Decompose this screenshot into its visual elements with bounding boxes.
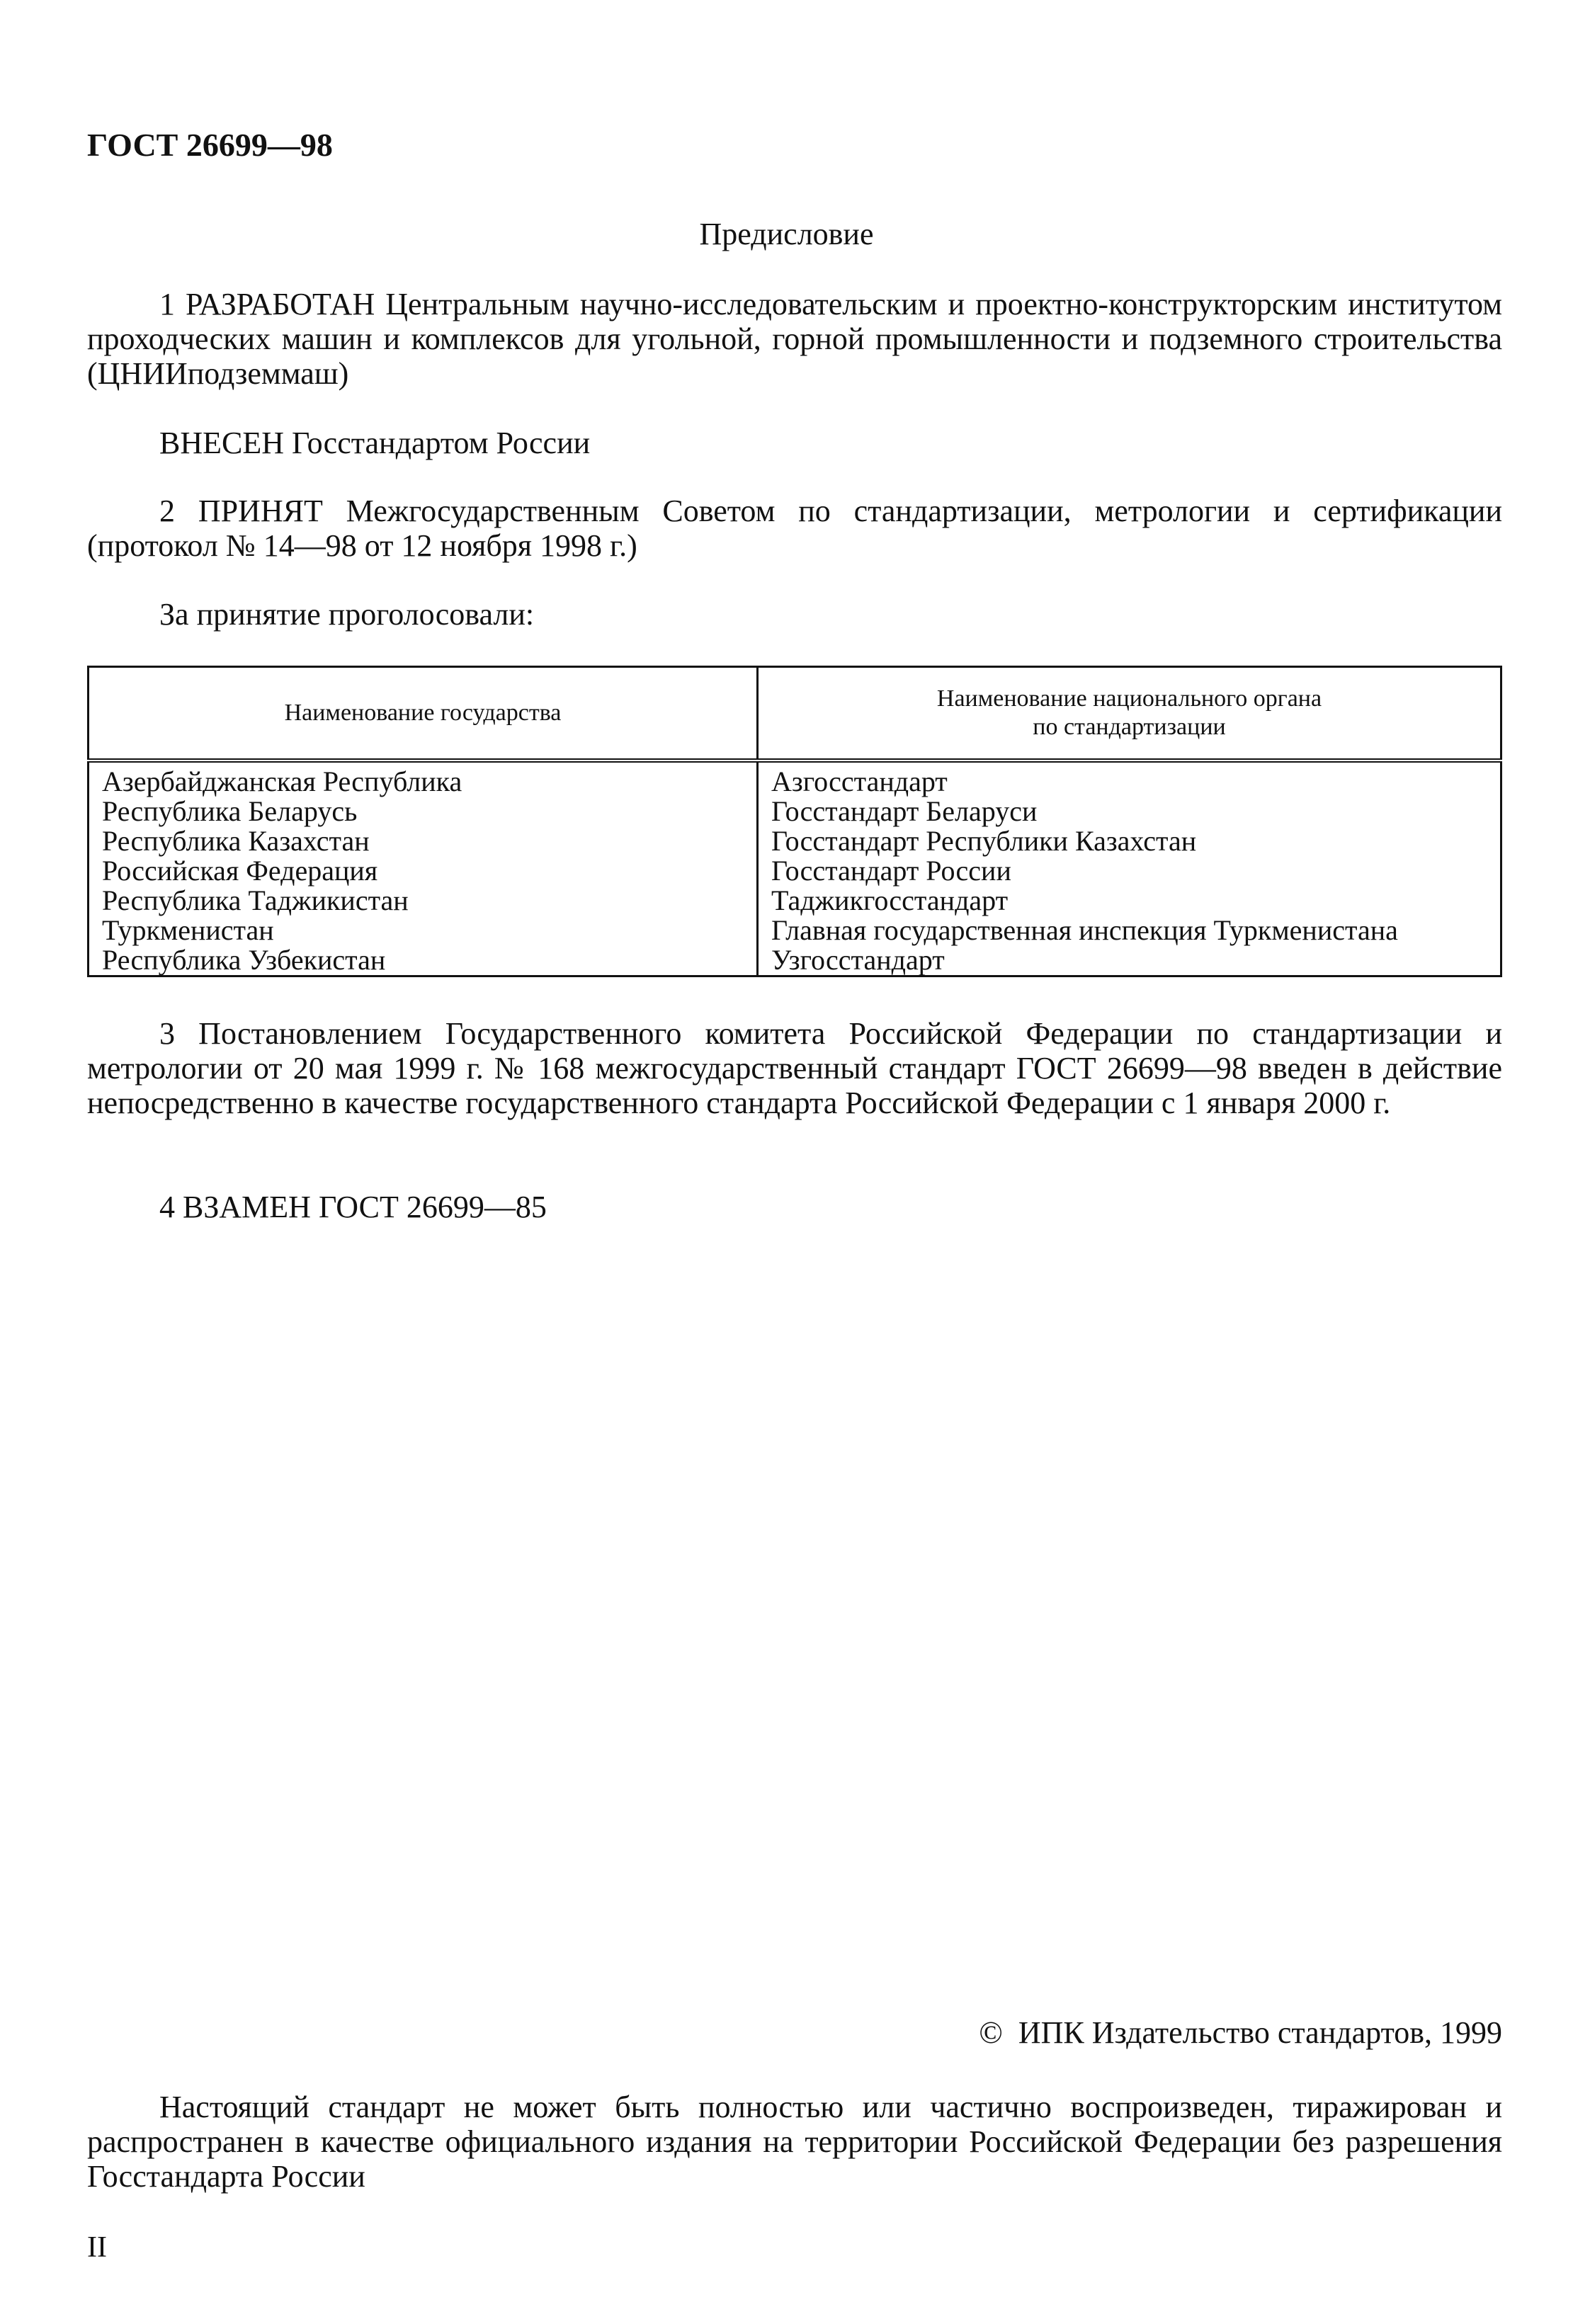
table-row — [89, 826, 1501, 856]
state-cell: Азербайджанская Республика — [89, 761, 758, 797]
column-header-national-body-line1: Наименование национального органа — [936, 685, 1322, 712]
national-body-cell: Узгосстандарт — [758, 945, 1501, 976]
state-cell: Туркменистан — [89, 916, 758, 945]
table-row — [89, 886, 1501, 916]
voting-table — [87, 666, 1502, 977]
paragraph-developed-by: 1 РАЗРАБОТАН Центральным научно-исследовательским и проектно-конструкторским институтом проходческих машин и комплексов для угольной, горной промышленности и подземного строительства (ЦНИИподземмаш) — [87, 287, 1502, 391]
foreword-title: Предисловие — [699, 217, 874, 251]
national-body-cell: Азгосстандарт — [758, 761, 1501, 797]
column-header-national-body-line2: по стандартизации — [1033, 714, 1226, 740]
state-cell: Республика Узбекистан — [89, 945, 758, 976]
copyright-line — [979, 2015, 1502, 2051]
national-body-cell: Главная государственная инспекция Туркменистана — [758, 916, 1501, 945]
table-row — [89, 945, 1501, 976]
national-body-cell: Таджикгосстандарт — [758, 886, 1501, 916]
paragraph-adopted-by: 2 ПРИНЯТ Межгосударственным Советом по стандартизации, метрологии и сертификации (протокол № 14—98 от 12 ноября 1998 г.) — [87, 494, 1502, 563]
vote-intro: За принятие проголосовали: — [159, 597, 535, 632]
state-cell: Российская Федерация — [89, 856, 758, 886]
document-code: ГОСТ 26699—98 — [87, 127, 333, 163]
table-row — [89, 761, 1501, 797]
paragraph-introduced-by: ВНЕСЕН Госстандартом России — [159, 426, 591, 460]
state-cell: Республика Казахстан — [89, 826, 758, 856]
table-row — [89, 797, 1501, 826]
table-row — [89, 856, 1501, 886]
table-header-row — [89, 667, 1501, 761]
page-number: II — [87, 2231, 107, 2264]
copyright-icon: © — [979, 2015, 1003, 2050]
paragraph-resolution: 3 Постановлением Государственного комитета Российской Федерации по стандартизации и метрологии от 20 мая 1999 г. № 168 межгосударственный стандарт ГОСТ 26699—98 введен в действие непосредственно в качестве государственного стандарта Российской Федерации с 1 января 2000 г. — [87, 1016, 1502, 1120]
paragraph-replaces: 4 ВЗАМЕН ГОСТ 26699—85 — [159, 1190, 547, 1224]
national-body-cell: Госстандарт Республики Казахстан — [758, 826, 1501, 856]
state-cell: Республика Таджикистан — [89, 886, 758, 916]
table-row — [89, 916, 1501, 945]
reproduction-notice: Настоящий стандарт не может быть полностью или частично воспроизведен, тиражирован и распространен в качестве официального издания на территории Российской Федерации без разрешения Госстандарта России — [87, 2090, 1502, 2194]
national-body-cell: Госстандарт России — [758, 856, 1501, 886]
column-header-state: Наименование государства — [89, 667, 758, 761]
column-header-national-body — [758, 667, 1501, 761]
copyright-text: ИПК Издательство стандартов, 1999 — [1018, 2015, 1502, 2050]
state-cell: Республика Беларусь — [89, 797, 758, 826]
national-body-cell: Госстандарт Беларуси — [758, 797, 1501, 826]
